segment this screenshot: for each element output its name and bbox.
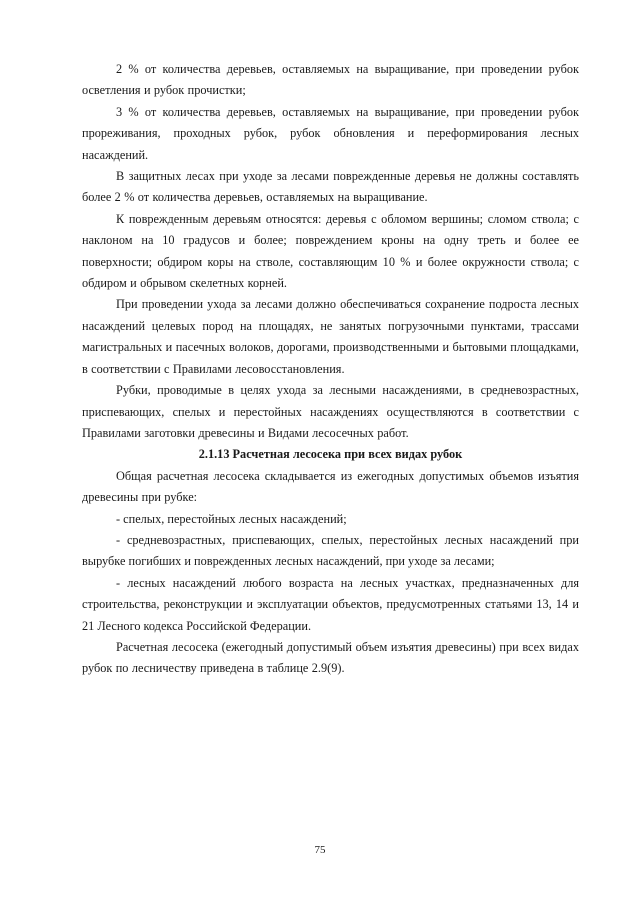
page-number: 75 (314, 844, 326, 856)
paragraph: В защитных лесах при уходе за лесами поврежденные деревья не должны составлять более 2 % от количества деревьев, оставляемых на выращивание. (82, 169, 579, 205)
closing-paragraph: Расчетная лесосека (ежегодный допустимый объем изъятия древесины) при всех видах рубок по лесничеству приведена в таблице 2.9(9). (82, 639, 579, 676)
intro-paragraph: Общая расчетная лесосека складывается из ежегодных допустимых объемов изъятия древесины при рубке: (82, 468, 579, 505)
paragraph: 2 % от количества деревьев, оставляемых на выращивание, при проведении рубок осветления и рубок прочистки; (82, 62, 579, 98)
list-item: - лесных насаждений любого возраста на лесных участках, предназначенных для строительства, реконструкции и эксплуатации объектов, предусмотренных статьями 13, 14 и 21 Лесного кодекса Российской Федерации. (82, 575, 579, 633)
paragraph: К поврежденным деревьям относятся: деревья с обломом вершины; сломом ствола; с наклоном на 10 градусов и более; повреждением кроны на одну треть и более ее поверхности; обдиром коры на стволе, составляющим 10 % и более окружности ствола; с обдиром и обрывом скелетных корней. (82, 211, 579, 291)
paragraph: 3 % от количества деревьев, оставляемых на выращивание, при проведении рубок прореживания, проходных рубок, рубок обновления и переформирования лесных насаждений. (82, 104, 579, 162)
paragraph: При проведении ухода за лесами должно обеспечиваться сохранение подроста лесных насаждений целевых пород на площадях, не занятых погрузочными пунктами, трассами магистральных и пасечных волоков, дорогами, производственными и бытовыми площадками, в соответствии с Правилами лесовосстановления. (82, 297, 579, 376)
list-item: - спелых, перестойных лесных насаждений; (116, 511, 347, 526)
section-heading: 2.1.13 Расчетная лесосека при всех видах рубок (198, 447, 463, 462)
paragraph: Рубки, проводимые в целях ухода за лесными насаждениями, в средневозрастных, приспевающих, спелых и перестойных насаждениях осуществляются в соответствии с Правилами заготовки древесины и Видами лесосечных работ. (82, 383, 579, 440)
list-item: - средневозрастных, приспевающих, спелых, перестойных лесных насаждений при вырубке погибших и поврежденных лесных насаждений, при уходе за лесами; (82, 532, 579, 569)
document-body (82, 59, 579, 680)
